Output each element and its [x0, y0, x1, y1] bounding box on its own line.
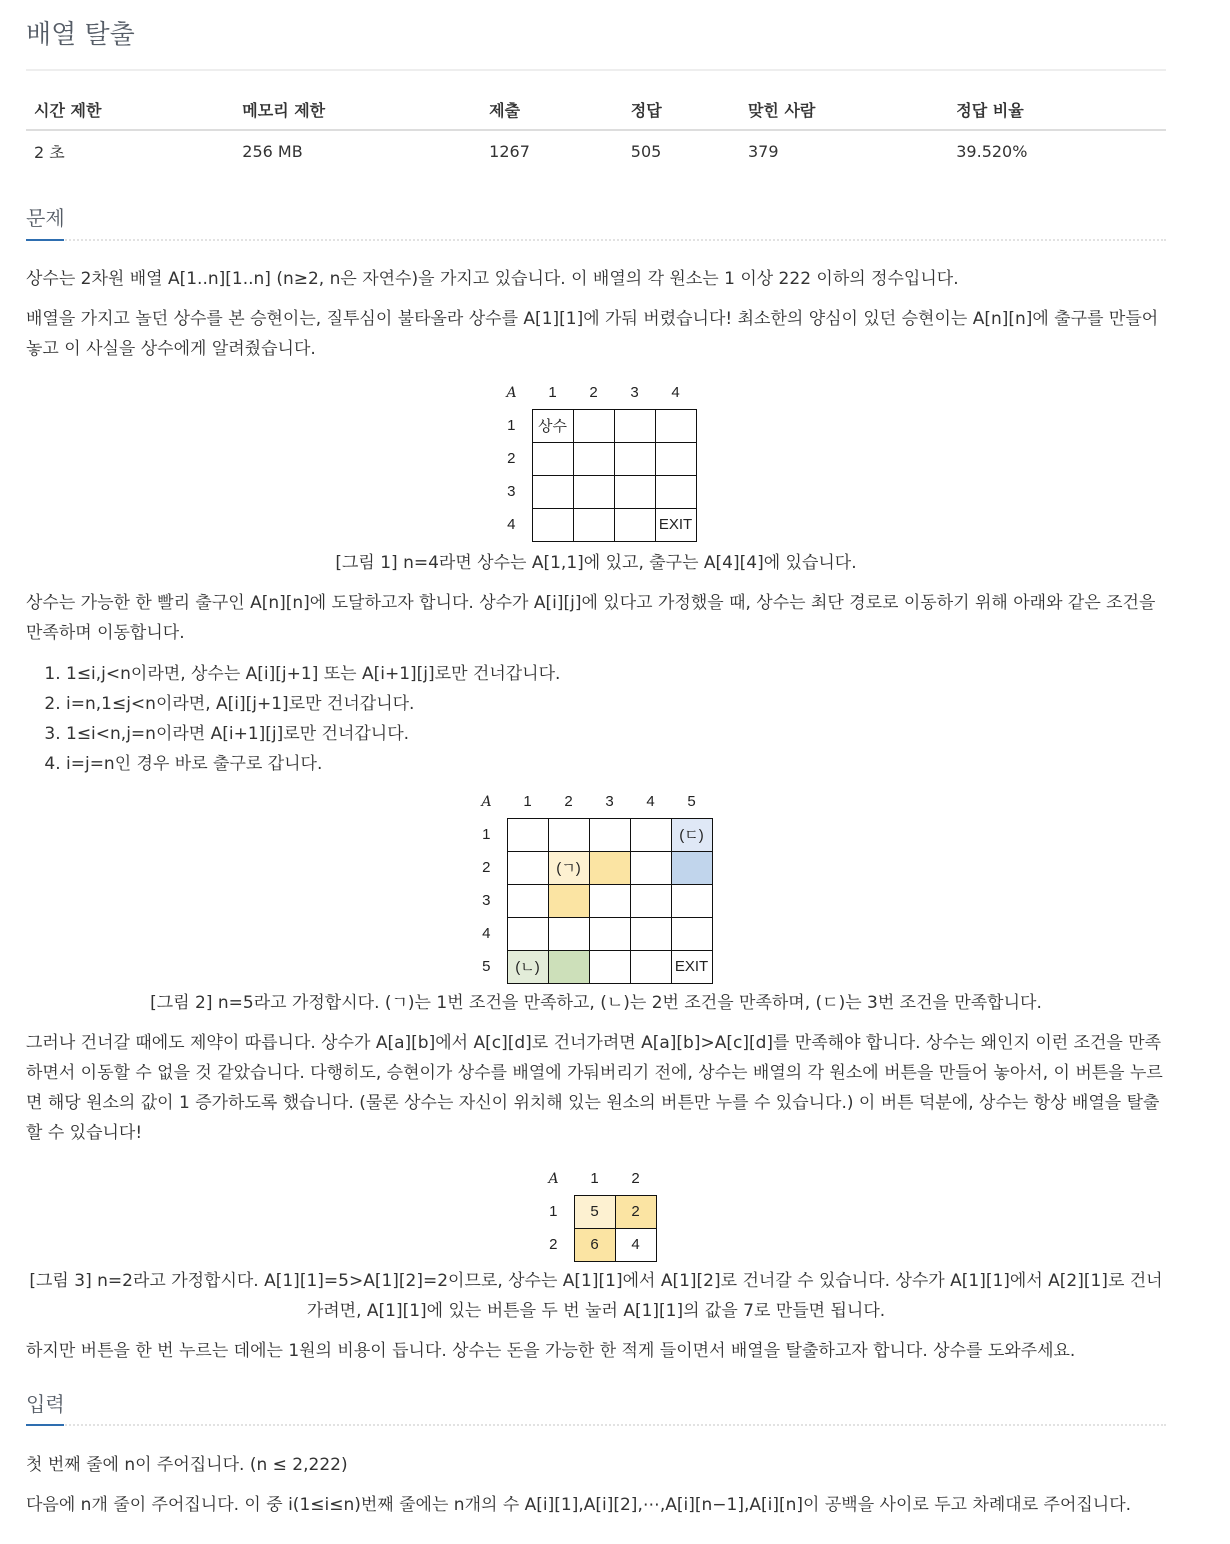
problem-paragraph-2: 배열을 가지고 놀던 상수를 본 승현이는, 질투심이 불타올라 상수를 A[1][1]에 가둬 버렸습니다! 최소한의 양심이 있던 승현이는 A[n][n]에 출구를 만들어 놓고 이 사실을 상수에게 알려줬습니다.: [26, 309, 1159, 359]
problem-section-heading: 문제: [26, 206, 65, 230]
grid-cell: [532, 508, 573, 541]
header-accept-ratio: 정답 비율: [948, 92, 1166, 130]
header-memory-limit: 메모리 제한: [234, 92, 481, 130]
grid-cell: [630, 884, 671, 917]
col-label: 5: [687, 792, 696, 810]
grid-corner-label: A: [548, 1170, 559, 1187]
value-cell: 4: [615, 1228, 656, 1261]
col-label: 1: [590, 1169, 599, 1187]
col-label: 4: [646, 792, 655, 810]
grid-cell: [589, 950, 630, 983]
grid-cell: [614, 475, 655, 508]
grid-cell: [614, 409, 655, 442]
problem-paragraph-4: 그러나 건너갈 때에도 제약이 따릅니다. 상수가 A[a][b]에서 A[c][d]로 건너가려면 A[a][b]>A[c][d]를 만족해야 합니다. 상수는 왜인지 이런 조건을 만족하면서 이동할 수 없을 것 같았습니다. 다행히도, 승현이가 상수를 배열에 가둬버리기 전에, 상수는 배열의 각 원소에 버튼을 만들어 놓아서, 이 버튼을 누르면 해당 원소의 값이 1 증가하도록 했습니다. (물론 상수는 자신이 위치해 있는 원소의 버튼만 누를 수 있습니다.) 이 버튼 덕분에, 상수는 항상 배열을 탈출할 수 있습니다!: [26, 1033, 1163, 1143]
rule-item: 3. 1≤i<n,j=n이라면 A[i+1][j]로만 건너갑니다.: [66, 719, 1166, 749]
grid-cell: [630, 851, 671, 884]
value-cell: 2: [615, 1195, 656, 1228]
col-label: 2: [564, 792, 573, 810]
rule-1-target-cell: [589, 851, 630, 884]
grid-cell: [614, 442, 655, 475]
value-solvers: 379: [747, 142, 779, 161]
grid-cell: [671, 917, 712, 950]
col-label: 2: [631, 1169, 640, 1187]
grid-cell: [573, 475, 614, 508]
grid-cell: [630, 950, 671, 983]
grid-cell: [507, 851, 548, 884]
grid-cell: [573, 409, 614, 442]
grid-cell: [573, 442, 614, 475]
col-label: 3: [630, 383, 639, 401]
row-label: 2: [482, 859, 491, 876]
value-accepted: 505: [630, 142, 662, 161]
title-divider: [26, 69, 1166, 71]
grid-cell: [507, 818, 548, 851]
grid-cell: [532, 475, 573, 508]
section-accent-bar: [26, 239, 64, 241]
figure-3-caption: [그림 3] n=2라고 가정합시다. A[1][1]=5>A[1][2]=2이므로, 상수는 A[1][1]에서 A[1][2]로 건너갈 수 있습니다. 상수가 A[1][1]에서 A[2][1]로 건너가려면, A[1][1]에 있는 버튼을 두 번 눌러 A[1][1]의 값을 7로 만들면 됩니다.: [29, 1271, 1163, 1321]
figure-3-grid: [533, 1162, 657, 1262]
value-time-limit: 2 초: [34, 143, 65, 162]
row-label: 2: [549, 1236, 558, 1253]
input-paragraph-1: 첫 번째 줄에 n이 주어집니다. (n ≤ 2,222): [26, 1455, 348, 1475]
figure-1-caption: [그림 1] n=4라면 상수는 A[1,1]에 있고, 출구는 A[4][4]에 있습니다.: [335, 553, 857, 573]
problem-paragraph-3: 상수는 가능한 한 빨리 출구인 A[n][n]에 도달하고자 합니다. 상수가 A[i][j]에 있다고 가정했을 때, 상수는 최단 경로로 이동하기 위해 아래와 같은 조건을 만족하며 이동합니다.: [26, 593, 1156, 643]
value-submissions: 1267: [489, 142, 530, 161]
col-label: 1: [548, 383, 557, 401]
value-cell: 6: [574, 1228, 615, 1261]
grid-corner-label: A: [481, 793, 492, 810]
exit-cell: EXIT: [671, 950, 712, 983]
figure-2-caption: [그림 2] n=5라고 가정합시다. (ㄱ)는 1번 조건을 만족하고, (ㄴ)는 2번 조건을 만족하며, (ㄷ)는 3번 조건을 만족합니다.: [150, 993, 1042, 1013]
section-accent-bar: [26, 1424, 64, 1426]
page-title: 배열 탈출: [26, 20, 135, 50]
grid-cell: [548, 917, 589, 950]
rule-2-target-cell: [548, 950, 589, 983]
rule-2-origin-cell: (ㄴ): [507, 950, 548, 983]
rule-item: 4. i=j=n인 경우 바로 출구로 갑니다.: [66, 749, 1166, 779]
row-label: 4: [482, 925, 491, 942]
grid-cell: [630, 818, 671, 851]
grid-cell: [655, 409, 696, 442]
grid-cell: [589, 884, 630, 917]
problem-paragraph-1: 상수는 2차원 배열 A[1..n][1..n] (n≥2, n은 자연수)을 가지고 있습니다. 이 배열의 각 원소는 1 이상 222 이하의 정수입니다.: [26, 269, 959, 289]
grid-cell: [507, 884, 548, 917]
value-cell: 5: [574, 1195, 615, 1228]
info-header-row: [26, 92, 1166, 130]
grid-cell: [532, 442, 573, 475]
grid-corner-label: A: [506, 384, 517, 401]
value-accept-ratio: 39.520%: [956, 142, 1028, 161]
grid-cell: [507, 917, 548, 950]
header-accepted: 정답: [623, 92, 740, 130]
grid-cell: [548, 818, 589, 851]
header-solvers: 맞힌 사람: [740, 92, 948, 130]
row-label: 1: [549, 1203, 558, 1220]
col-label: 3: [605, 792, 614, 810]
exit-cell: EXIT: [655, 508, 696, 541]
grid-cell: [589, 917, 630, 950]
col-label: 2: [589, 383, 598, 401]
col-label: 1: [523, 792, 532, 810]
start-cell: 상수: [532, 409, 573, 442]
movement-rules-list: [26, 659, 1166, 779]
input-section-divider: [26, 1424, 1166, 1426]
rule-item: 1. 1≤i,j<n이라면, 상수는 A[i][j+1] 또는 A[i+1][j]로만 건너갑니다.: [66, 659, 1166, 689]
problem-section-divider: [26, 239, 1166, 241]
col-label: 4: [671, 383, 680, 401]
rule-1-target-cell: [548, 884, 589, 917]
grid-cell: [614, 508, 655, 541]
rule-3-target-cell: [671, 851, 712, 884]
info-value-row: [26, 130, 1166, 172]
header-submissions: 제출: [481, 92, 623, 130]
input-section-heading: 입력: [26, 1392, 65, 1416]
row-label: 1: [482, 826, 491, 843]
problem-info-table: [26, 92, 1166, 172]
grid-cell: [655, 442, 696, 475]
rule-item: 2. i=n,1≤j<n이라면, A[i][j+1]로만 건너갑니다.: [66, 689, 1166, 719]
problem-paragraph-5: 하지만 버튼을 한 번 누르는 데에는 1원의 비용이 듭니다. 상수는 돈을 가능한 한 적게 들이면서 배열을 탈출하고자 합니다. 상수를 도와주세요.: [26, 1341, 1076, 1361]
rule-1-origin-cell: (ㄱ): [548, 851, 589, 884]
grid-cell: [573, 508, 614, 541]
row-label: 1: [507, 417, 516, 434]
grid-cell: [655, 475, 696, 508]
row-label: 5: [482, 958, 491, 975]
figure-2-grid: [466, 785, 713, 984]
row-label: 2: [507, 450, 516, 467]
value-memory-limit: 256 MB: [242, 142, 303, 161]
rule-3-origin-cell: (ㄷ): [671, 818, 712, 851]
grid-cell: [589, 818, 630, 851]
row-label: 4: [507, 516, 516, 533]
grid-cell: [671, 884, 712, 917]
input-paragraph-2: 다음에 n개 줄이 주어집니다. 이 중 i(1≤i≤n)번째 줄에는 n개의 수 A[i][1],A[i][2],⋯,A[i][n−1],A[i][n]이 공백을 사이로 두고 차례대로 주어집니다.: [26, 1495, 1132, 1515]
row-label: 3: [482, 892, 491, 909]
header-time-limit: 시간 제한: [26, 92, 234, 130]
figure-1-grid: [491, 376, 697, 542]
grid-cell: [630, 917, 671, 950]
row-label: 3: [507, 483, 516, 500]
